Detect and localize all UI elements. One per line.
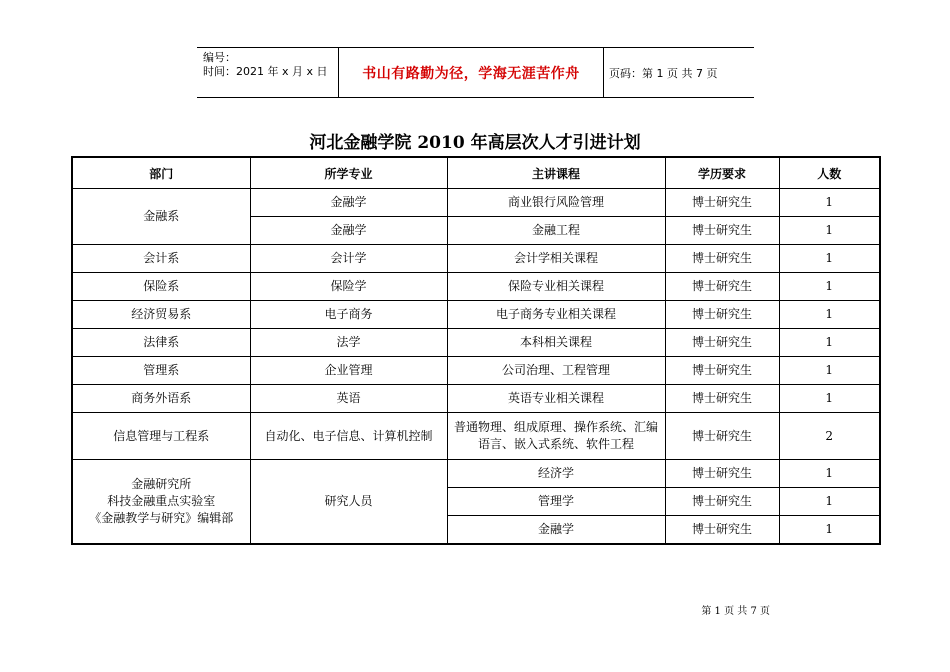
course-cell: 普通物理、组成原理、操作系统、汇编语言、嵌入式系统、软件工程 bbox=[447, 413, 665, 460]
count-cell: 1 bbox=[779, 460, 880, 488]
major-cell: 金融学 bbox=[250, 189, 447, 217]
education-cell: 博士研究生 bbox=[665, 245, 779, 273]
department-line: 科技金融重点实验室 bbox=[107, 494, 216, 508]
major-cell: 会计学 bbox=[250, 245, 447, 273]
course-cell: 金融学 bbox=[447, 516, 665, 545]
header-motto: 书山有路勤为径，学海无涯苦作舟 bbox=[362, 65, 580, 82]
education-cell: 博士研究生 bbox=[665, 189, 779, 217]
course-cell: 会计学相关课程 bbox=[447, 245, 665, 273]
course-cell: 商业银行风险管理 bbox=[447, 189, 665, 217]
course-cell: 保险专业相关课程 bbox=[447, 273, 665, 301]
header-divider bbox=[603, 48, 604, 97]
column-header: 学历要求 bbox=[665, 157, 779, 189]
department-cell: 管理系 bbox=[72, 357, 250, 385]
count-cell: 1 bbox=[779, 217, 880, 245]
department-cell: 商务外语系 bbox=[72, 385, 250, 413]
course-cell: 经济学 bbox=[447, 460, 665, 488]
count-cell: 1 bbox=[779, 357, 880, 385]
major-cell: 金融学 bbox=[250, 217, 447, 245]
count-cell: 1 bbox=[779, 301, 880, 329]
major-cell: 企业管理 bbox=[250, 357, 447, 385]
department-cell bbox=[72, 460, 250, 545]
header-divider bbox=[338, 48, 339, 97]
course-cell: 管理学 bbox=[447, 488, 665, 516]
count-cell: 2 bbox=[779, 413, 880, 460]
count-cell: 1 bbox=[779, 245, 880, 273]
major-cell: 保险学 bbox=[250, 273, 447, 301]
education-cell: 博士研究生 bbox=[665, 329, 779, 357]
major-cell: 自动化、电子信息、计算机控制 bbox=[250, 413, 447, 460]
table-header-row bbox=[72, 157, 880, 189]
department-cell: 信息管理与工程系 bbox=[72, 413, 250, 460]
education-cell: 博士研究生 bbox=[665, 488, 779, 516]
count-cell: 1 bbox=[779, 516, 880, 545]
table-row bbox=[72, 357, 880, 385]
education-cell: 博士研究生 bbox=[665, 385, 779, 413]
major-cell: 电子商务 bbox=[250, 301, 447, 329]
department-cell: 经济贸易系 bbox=[72, 301, 250, 329]
recruitment-table bbox=[71, 156, 881, 545]
education-cell: 博士研究生 bbox=[665, 273, 779, 301]
department-cell: 保险系 bbox=[72, 273, 250, 301]
department-line: 金融研究所 bbox=[131, 477, 192, 491]
education-cell: 博士研究生 bbox=[665, 413, 779, 460]
header-meta bbox=[203, 51, 328, 79]
course-cell: 英语专业相关课程 bbox=[447, 385, 665, 413]
education-cell: 博士研究生 bbox=[665, 217, 779, 245]
page-footer: 第 1 页 共 7 页 bbox=[701, 606, 770, 617]
education-cell: 博士研究生 bbox=[665, 357, 779, 385]
table-row bbox=[72, 273, 880, 301]
column-header: 所学专业 bbox=[250, 157, 447, 189]
header-page-number: 页码：第 1 页 共 7 页 bbox=[609, 66, 718, 80]
table-row bbox=[72, 385, 880, 413]
course-cell: 公司治理、工程管理 bbox=[447, 357, 665, 385]
header-time: 时间：2021 年 x 月 x 日 bbox=[203, 65, 328, 78]
count-cell: 1 bbox=[779, 385, 880, 413]
count-cell: 1 bbox=[779, 273, 880, 301]
column-header: 主讲课程 bbox=[447, 157, 665, 189]
major-cell: 研究人员 bbox=[250, 460, 447, 545]
course-cell: 金融工程 bbox=[447, 217, 665, 245]
column-header: 人数 bbox=[779, 157, 880, 189]
table-row bbox=[72, 245, 880, 273]
table-row bbox=[72, 460, 880, 488]
course-cell: 电子商务专业相关课程 bbox=[447, 301, 665, 329]
table-row bbox=[72, 189, 880, 217]
department-line: 《金融教学与研究》编辑部 bbox=[89, 511, 234, 525]
major-cell: 法学 bbox=[250, 329, 447, 357]
page-header bbox=[197, 47, 754, 98]
department-cell: 法律系 bbox=[72, 329, 250, 357]
count-cell: 1 bbox=[779, 329, 880, 357]
count-cell: 1 bbox=[779, 189, 880, 217]
education-cell: 博士研究生 bbox=[665, 516, 779, 545]
column-header: 部门 bbox=[72, 157, 250, 189]
course-cell: 本科相关课程 bbox=[447, 329, 665, 357]
education-cell: 博士研究生 bbox=[665, 460, 779, 488]
department-cell: 金融系 bbox=[72, 189, 250, 245]
count-cell: 1 bbox=[779, 488, 880, 516]
department-cell: 会计系 bbox=[72, 245, 250, 273]
major-cell: 英语 bbox=[250, 385, 447, 413]
education-cell: 博士研究生 bbox=[665, 301, 779, 329]
document-title: 河北金融学院 2010 年高层次人才引进计划 bbox=[309, 133, 641, 153]
header-number: 编号： bbox=[203, 51, 236, 64]
table-row bbox=[72, 301, 880, 329]
table-row bbox=[72, 413, 880, 460]
table-row bbox=[72, 329, 880, 357]
